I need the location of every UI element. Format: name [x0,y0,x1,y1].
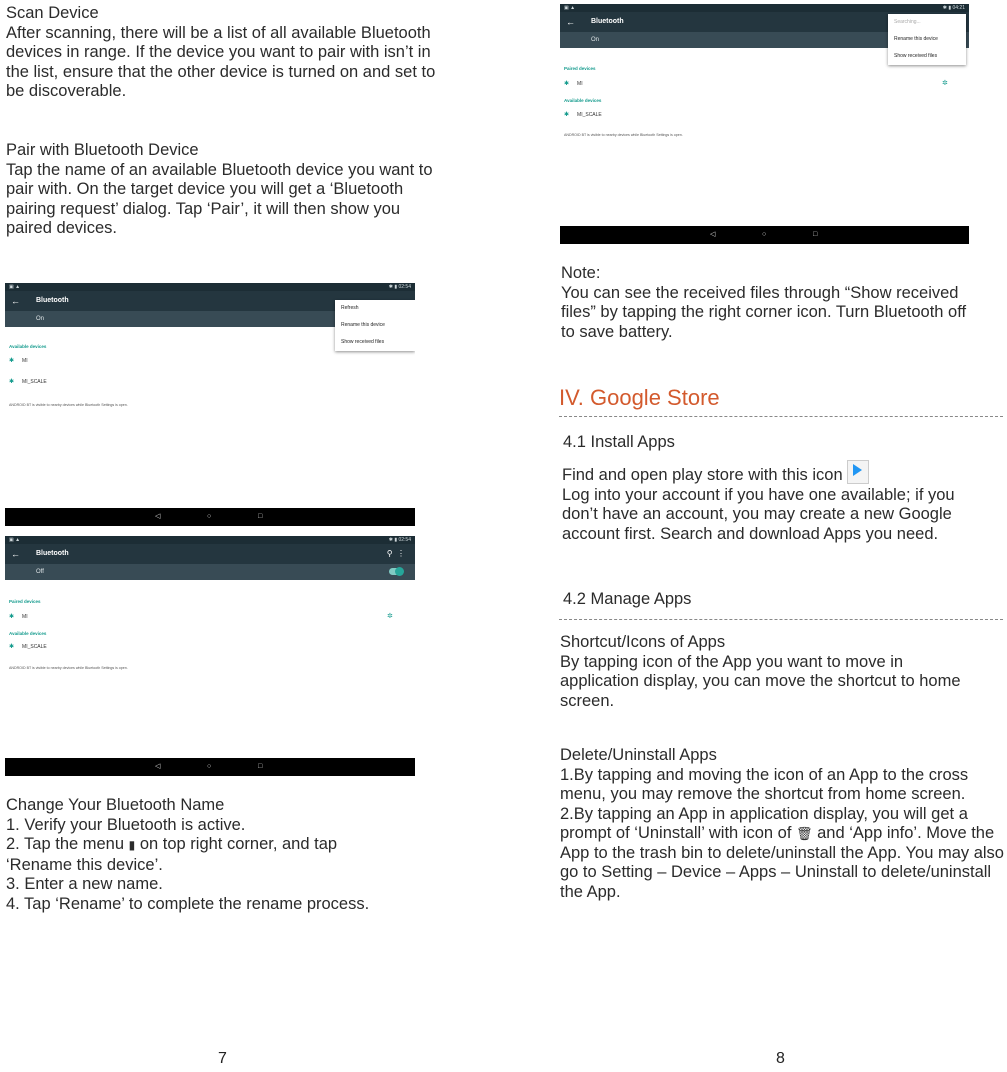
device-name: MI [577,81,583,87]
bluetooth-screenshot-paired [5,536,415,776]
status-time: 02:54 [398,537,411,543]
available-devices-header: Available devices [9,344,47,349]
nav-back-icon[interactable]: ◁ [155,763,161,770]
pair-device-title: Pair with Bluetooth Device [6,141,199,159]
nav-home-icon[interactable]: ○ [762,231,767,238]
menu-item-received-files[interactable]: Show received files [341,339,385,345]
play-store-icon [847,460,869,484]
switch-label: Off [36,569,44,575]
bluetooth-toggle[interactable] [389,568,403,575]
shortcut-title: Shortcut/Icons of Apps [560,633,726,651]
bluetooth-screenshot-available [5,283,415,526]
page-number-left: 7 [218,1050,227,1067]
search-icon[interactable]: ⚲ [386,549,393,558]
manage-divider [559,619,1003,620]
status-bar [5,536,415,544]
status-time: 02:54 [398,284,411,290]
menu-item-rename[interactable]: Rename this device [894,36,938,42]
overflow-menu [888,14,966,65]
bluetooth-switch-bar [5,564,415,580]
device-item[interactable] [9,378,47,385]
install-apps-line1: Find and open play store with this icon [562,466,843,484]
scan-device-body: After scanning, there will be a list of all available Bluetooth devices in range. If the device you want to pair with isn’t in the list, ensure that the other device is turned on and set to be discoverable. [6,23,436,100]
nav-home-icon[interactable]: ○ [207,513,212,520]
delete-title: Delete/Uninstall Apps [560,746,717,764]
bluetooth-icon: ✱ [9,614,15,620]
device-item[interactable] [564,111,602,118]
delete-step-1: 1.By tapping and moving the icon of an App to the cross menu, you may remove the shortcut from home screen. [560,765,969,803]
nav-back-icon[interactable]: ◁ [710,231,716,238]
bluetooth-icon: ✱ [564,112,570,118]
shortcut-section [560,633,985,711]
device-name: MI [22,358,28,364]
status-bar [5,283,415,291]
scan-device-section [6,4,446,102]
back-arrow-icon[interactable]: ← [566,17,575,27]
gear-icon[interactable]: ✲ [387,613,393,620]
paired-devices-header: Paired devices [564,66,596,71]
navigation-bar [5,758,415,776]
available-devices-header: Available devices [9,631,47,636]
gear-icon[interactable]: ✲ [942,80,948,87]
paired-device-item[interactable] [9,613,28,620]
scan-device-title: Scan Device [6,4,99,22]
shortcut-body: By tapping icon of the App you want to move in application display, you can move the shortcut to home screen. [560,652,961,710]
overflow-menu [335,300,415,351]
switch-label: On [36,316,45,322]
bluetooth-icon: ✱ [9,644,15,650]
rename-step-1: 1. Verify your Bluetooth is active. [6,815,246,834]
status-time: 04:21 [952,5,965,11]
nav-recent-icon[interactable]: □ [813,231,818,238]
note-body: You can see the received files through “Show received files” by tapping the right corner icon. Turn Bluetooth off to save battery. [561,283,967,341]
navigation-bar [5,508,415,526]
visibility-hint: ANDROID BT is visible to nearby devices while Bluetooth Settings is open. [564,133,683,137]
switch-label: On [591,37,600,43]
heading-divider [559,416,1003,417]
rename-step-2-cont: ‘Rename this device’. [6,855,163,874]
pair-device-body: Tap the name of an available Bluetooth device you want to pair with. On the target device you will get a ‘Bluetooth pairing request’ dialog. Tap ‘Pair’, it will then show you paired devices. [6,160,433,237]
notification-icons: ▣ ▲ [564,5,576,11]
more-vert-icon: ▮ [128,838,136,852]
manage-apps-title: 4.2 Manage Apps [563,590,692,608]
bluetooth-icon: ✱ [9,379,15,385]
delete-step-2a: 2.By tapping an App in application display, you will get a prompt of ‘Uninstall’ with icon of [560,804,968,842]
bluetooth-screenshot-searching [560,4,969,244]
delete-step-2b: and ‘App info’. Move the App to the trash bin to delete/uninstall the App. You may also go to Setting – Device – Apps – Uninstall to delete/uninstall the App. [560,824,1004,901]
app-bar [5,544,415,564]
rename-step-2: 2. Tap the menu ▮ on top right corner, and tap [6,835,338,853]
note-section [561,264,971,342]
nav-recent-icon[interactable]: □ [258,763,263,770]
bluetooth-icon: ✱ [388,284,393,290]
visibility-hint: ANDROID BT is visible to nearby devices while Bluetooth Settings is open. [9,666,128,670]
device-item[interactable] [9,643,47,650]
trash-icon: 🗑 [796,826,813,841]
notification-icons: ▣ ▲ [9,284,21,290]
battery-icon: ▮ [394,537,398,543]
device-name: MI [22,614,28,620]
rename-title: Change Your Bluetooth Name [6,796,225,814]
paired-devices-header: Paired devices [9,599,41,604]
install-apps-desc: Log into your account if you have one available; if you don’t have an account, you may create a new Google account first. Search and download Apps you need. [562,485,955,543]
device-name: MI_SCALE [22,644,47,650]
menu-item-searching: Searching... [894,19,921,25]
back-arrow-icon[interactable]: ← [11,549,20,559]
rename-step-4: 4. Tap ‘Rename’ to complete the rename process. [6,894,370,913]
delete-section [560,746,1005,902]
rename-step-3: 3. Enter a new name. [6,875,163,893]
available-devices-header: Available devices [564,98,602,103]
bluetooth-icon: ✱ [942,5,947,11]
device-item[interactable] [9,357,28,364]
notification-icons: ▣ ▲ [9,537,21,543]
install-apps-title: 4.1 Install Apps [563,433,675,451]
screen-title: Bluetooth [36,297,69,304]
battery-icon: ▮ [394,284,398,290]
rename-section [6,796,436,914]
back-arrow-icon[interactable]: ← [11,296,20,306]
google-store-heading: IV. Google Store [559,385,720,410]
nav-back-icon[interactable]: ◁ [155,513,161,520]
menu-item-refresh[interactable]: Refresh [341,305,359,311]
screen-title: Bluetooth [591,18,624,25]
bluetooth-icon: ✱ [564,81,570,87]
device-name: MI_SCALE [577,112,602,118]
nav-recent-icon[interactable]: □ [258,513,263,520]
paired-device-item[interactable] [564,80,583,87]
nav-home-icon[interactable]: ○ [207,763,212,770]
status-bar [560,4,969,12]
device-name: MI_SCALE [22,379,47,385]
note-label: Note: [561,264,601,282]
battery-icon: ▮ [948,5,952,11]
pair-device-section [6,141,446,239]
install-apps-body [562,460,987,544]
bluetooth-icon: ✱ [388,537,393,543]
page-number-right: 8 [776,1050,785,1067]
menu-item-rename[interactable]: Rename this device [341,322,385,328]
visibility-hint: ANDROID BT is visible to nearby devices while Bluetooth Settings is open. [9,403,128,407]
menu-item-received-files[interactable]: Show received files [894,53,938,59]
screen-title: Bluetooth [36,550,69,557]
more-vert-icon[interactable]: ⋮ [397,549,405,558]
bluetooth-icon: ✱ [9,358,15,364]
navigation-bar [560,226,969,244]
